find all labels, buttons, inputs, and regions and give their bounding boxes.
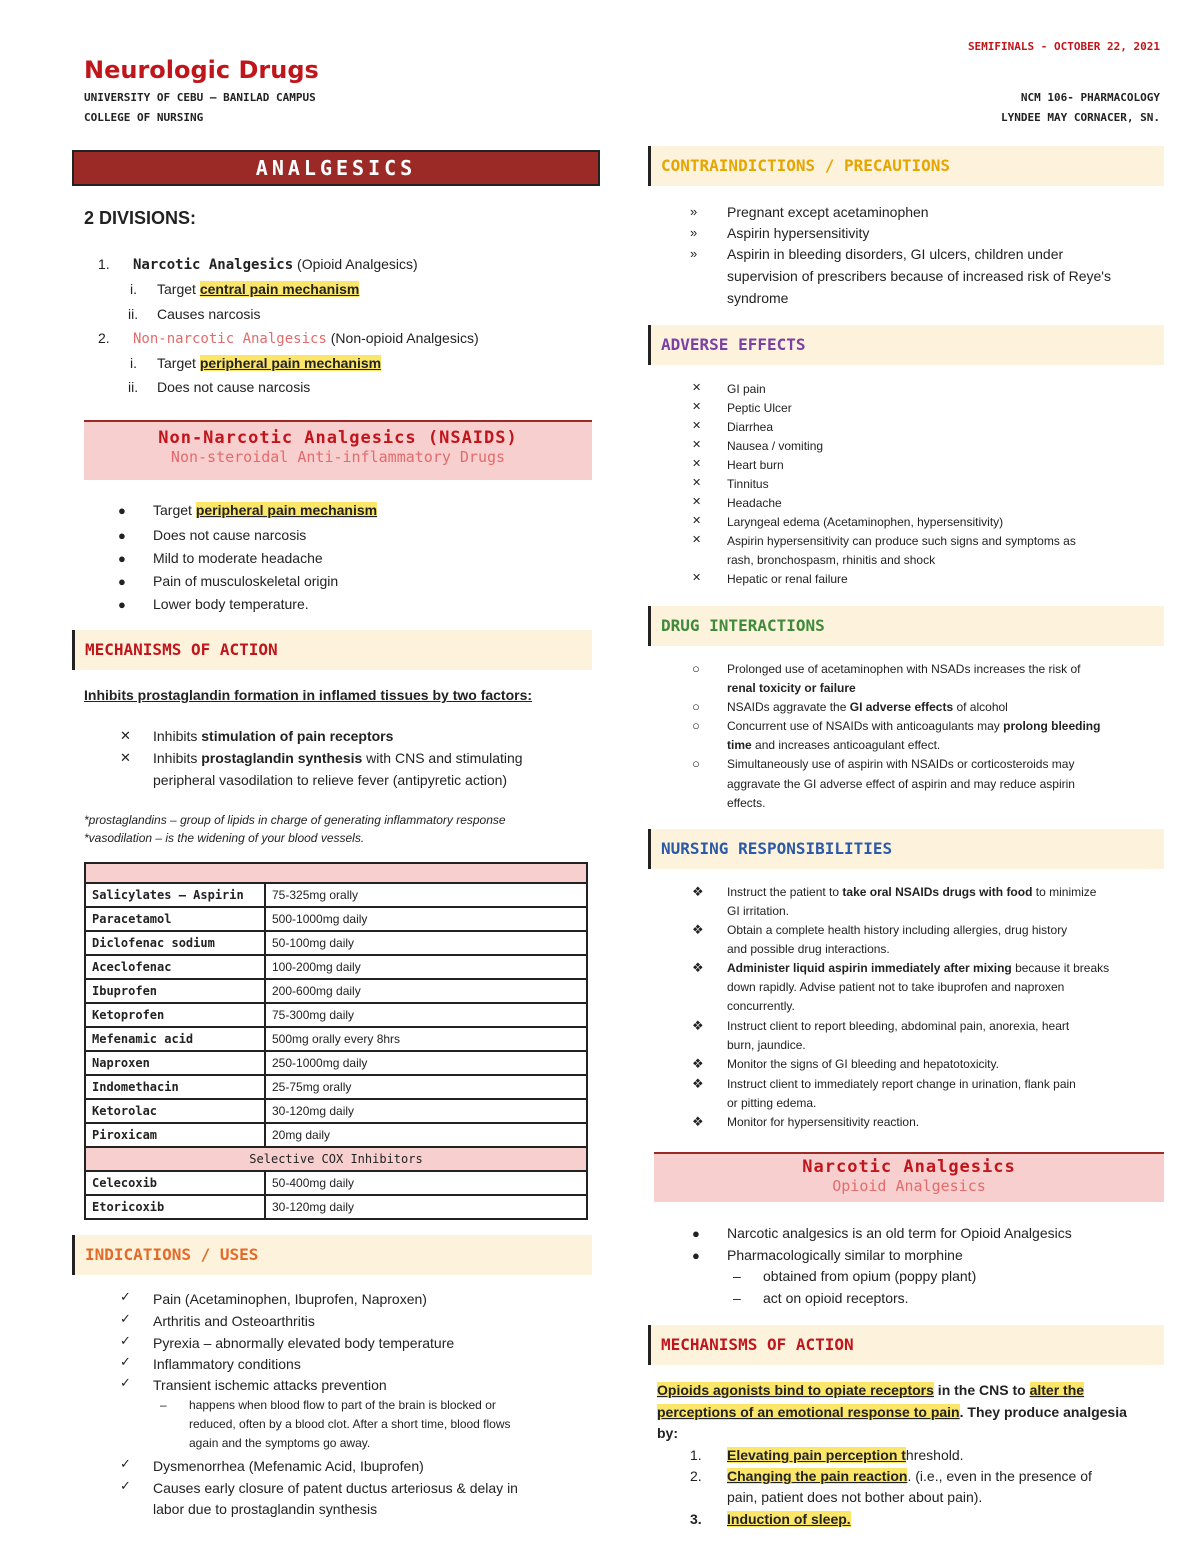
contra-1: Pregnant except acetaminophen bbox=[727, 204, 929, 220]
nsaid-bullet-5: Lower body temperature. bbox=[153, 596, 309, 612]
adverse-effect-item: Nausea / vomiting bbox=[727, 439, 824, 453]
nr-2: Obtain a complete health history including allergies, drug history bbox=[727, 923, 1068, 937]
nr-3-line2: down rapidly. Advise patient not to take ibuprofen and naproxen bbox=[727, 980, 1065, 994]
narc-moa-1-num: 1. bbox=[690, 1447, 702, 1463]
narc-moa-line3: by: bbox=[657, 1425, 678, 1441]
nsaid-bullet-3: Mild to moderate headache bbox=[153, 550, 323, 566]
table-row bbox=[85, 1075, 587, 1099]
narc-moa-2: Changing the pain reaction. (i.e., even in the presence of bbox=[727, 1468, 1092, 1484]
nr-4: Instruct client to report bleeding, abdominal pain, anorexia, heart bbox=[727, 1019, 1070, 1033]
x-mark-icon: ✕ bbox=[692, 420, 702, 432]
drug-name: Salicylates – Aspirin bbox=[85, 883, 265, 907]
di-1-line2: renal toxicity or failure bbox=[727, 681, 856, 695]
drug-interactions-heading: DRUG INTERACTIONS bbox=[648, 606, 1164, 646]
narc-moa-line1: Opioids agonists bind to opiate receptors in the CNS to alter the bbox=[657, 1382, 1085, 1398]
drug-dose: 250-1000mg daily bbox=[265, 1051, 587, 1075]
diamond-icon: ❖ bbox=[692, 1018, 704, 1033]
narc-2a: obtained from opium (poppy plant) bbox=[763, 1268, 977, 1284]
diamond-icon: ❖ bbox=[692, 922, 704, 937]
table-row bbox=[85, 1195, 587, 1219]
div1-num: 1. bbox=[98, 256, 110, 272]
table-row bbox=[85, 1051, 587, 1075]
drug-dose: 75-300mg daily bbox=[265, 1003, 587, 1027]
nr-7: Monitor for hypersensitivity reaction. bbox=[727, 1115, 920, 1129]
div2-num: 2. bbox=[98, 330, 110, 346]
di-3: Concurrent use of NSAIDs with anticoagulants may prolong bleeding bbox=[727, 719, 1101, 733]
table-row bbox=[85, 1027, 587, 1051]
di-4-line2: aggravate the GI adverse effect of aspirin and may reduce aspirin bbox=[727, 777, 1075, 791]
x-mark-icon: ✕ bbox=[120, 728, 131, 743]
x-mark-icon: ✕ bbox=[120, 750, 131, 765]
table-row bbox=[85, 1003, 587, 1027]
bullet-icon: ● bbox=[692, 1248, 700, 1263]
contra-2: Aspirin hypersensitivity bbox=[727, 225, 870, 241]
adverse-effect-item: Headache bbox=[727, 496, 782, 510]
dash-icon: – bbox=[733, 1268, 741, 1284]
circle-icon: ○ bbox=[692, 699, 700, 714]
division-1: Narcotic Analgesics (Opioid Analgesics) bbox=[133, 256, 418, 273]
ind-6: Dysmenorrhea (Mefenamic Acid, Ibuprofen) bbox=[153, 1458, 424, 1474]
drug-name: Etoricoxib bbox=[85, 1195, 265, 1219]
adverse-effect-item: Tinnitus bbox=[727, 477, 769, 491]
drug-dose: 25-75mg orally bbox=[265, 1075, 587, 1099]
nr-4-line2: burn, jaundice. bbox=[727, 1038, 806, 1052]
school-name: UNIVERSITY OF CEBU – BANILAD CAMPUS bbox=[84, 91, 316, 104]
contra-3: Aspirin in bleeding disorders, GI ulcers, children under bbox=[727, 246, 1064, 262]
chevron-icon: » bbox=[690, 225, 698, 240]
drug-name: Ibuprofen bbox=[85, 979, 265, 1003]
drug-name: Naproxen bbox=[85, 1051, 265, 1075]
table-row bbox=[85, 931, 587, 955]
drug-name: Mefenamic acid bbox=[85, 1027, 265, 1051]
table-row bbox=[85, 1171, 587, 1195]
div2-ii: Does not cause narcosis bbox=[157, 379, 311, 395]
diamond-icon: ❖ bbox=[692, 1076, 704, 1091]
check-icon: ✓ bbox=[120, 1354, 131, 1369]
x-mark-icon: ✕ bbox=[692, 382, 702, 394]
ind-5-sub2: reduced, often by a blood clot. After a short time, blood flows bbox=[189, 1417, 511, 1431]
nr-2-line2: and possible drug interactions. bbox=[727, 942, 890, 956]
div1-i-num: i. bbox=[130, 281, 137, 297]
drug-name: Aceclofenac bbox=[85, 955, 265, 979]
nr-5: Monitor the signs of GI bleeding and hepatotoxicity. bbox=[727, 1057, 999, 1071]
drug-name: Ketorolac bbox=[85, 1099, 265, 1123]
adverse-effects-heading: ADVERSE EFFECTS bbox=[648, 325, 1164, 365]
ind-3: Pyrexia – abnormally elevated body temperature bbox=[153, 1335, 455, 1351]
cox-header: Selective COX Inhibitors bbox=[85, 1147, 587, 1171]
drug-name: Diclofenac sodium bbox=[85, 931, 265, 955]
div1-i: Target central pain mechanism bbox=[157, 281, 360, 297]
circle-icon: ○ bbox=[692, 756, 700, 771]
bullet-icon: ● bbox=[118, 597, 126, 612]
adverse-effect-item: Heart burn bbox=[727, 458, 784, 472]
nsaid-bullet-4: Pain of musculoskeletal origin bbox=[153, 573, 339, 589]
ind-5-sub3: again and the symptoms go away. bbox=[189, 1436, 371, 1450]
document-title: Neurologic Drugs bbox=[84, 56, 319, 84]
di-2: NSAIDs aggravate the GI adverse effects of alcohol bbox=[727, 700, 1008, 714]
narc-moa-2-num: 2. bbox=[690, 1468, 702, 1484]
narcotic-box bbox=[654, 1152, 1164, 1202]
diamond-icon: ❖ bbox=[692, 960, 704, 975]
moa-item-2-line2: peripheral vasodilation to relieve fever (antipyretic action) bbox=[153, 772, 508, 788]
x-mark-icon: ✕ bbox=[692, 401, 702, 413]
diamond-icon: ❖ bbox=[692, 884, 704, 899]
college-name: COLLEGE OF NURSING bbox=[84, 111, 204, 124]
div2-i-num: i. bbox=[130, 355, 137, 371]
adverse-effect-item: GI pain bbox=[727, 382, 766, 396]
drug-dose: 30-120mg daily bbox=[265, 1099, 587, 1123]
moa-item-2: Inhibits prostaglandin synthesis with CNS and stimulating bbox=[153, 750, 523, 766]
drug-dose: 500mg orally every 8hrs bbox=[265, 1027, 587, 1051]
drug-name: Indomethacin bbox=[85, 1075, 265, 1099]
moa-item-1: Inhibits stimulation of pain receptors bbox=[153, 728, 394, 744]
dose-table bbox=[84, 862, 588, 1220]
ind-7: Causes early closure of patent ductus arteriosus & delay in bbox=[153, 1480, 518, 1496]
ind-4: Inflammatory conditions bbox=[153, 1356, 301, 1372]
dose-table-header-row bbox=[85, 863, 587, 883]
moa-intro: Inhibits prostaglandin formation in inflamed tissues by two factors: bbox=[84, 687, 533, 703]
exam-label: SEMIFINALS - OCTOBER 22, 2021 bbox=[967, 40, 1160, 53]
nr-1-line2: GI irritation. bbox=[727, 904, 790, 918]
bullet-icon: ● bbox=[118, 503, 126, 518]
narc-1: Narcotic analgesics is an old term for Opioid Analgesics bbox=[727, 1225, 1072, 1241]
moa-heading: MECHANISMS OF ACTION bbox=[72, 630, 592, 670]
adverse-effect-item: Diarrhea bbox=[727, 420, 774, 434]
cox-header-row bbox=[85, 1147, 587, 1171]
adverse-effect-item: rash, bronchospasm, rhinitis and shock bbox=[727, 553, 936, 567]
nsaid-title: Non-Narcotic Analgesics (NSAIDS) bbox=[158, 428, 518, 448]
check-icon: ✓ bbox=[120, 1289, 131, 1304]
check-icon: ✓ bbox=[120, 1333, 131, 1348]
di-4: Simultaneously use of aspirin with NSAIDs or corticosteroids may bbox=[727, 757, 1075, 771]
chevron-icon: » bbox=[690, 204, 698, 219]
narc-moa-heading: MECHANISMS OF ACTION bbox=[648, 1325, 1164, 1365]
check-icon: ✓ bbox=[120, 1311, 131, 1326]
nursing-responsibilities-heading: NURSING RESPONSIBILITIES bbox=[648, 829, 1164, 869]
nsaid-box bbox=[84, 420, 592, 480]
division-2: Non-narcotic Analgesics (Non-opioid Analgesics) bbox=[133, 330, 479, 347]
contraindications-heading: CONTRAINDICTIONS / PRECAUTIONS bbox=[648, 146, 1164, 186]
nsaid-subtitle: Non-steroidal Anti-inflammatory Drugs bbox=[170, 448, 506, 466]
bullet-icon: ● bbox=[118, 551, 126, 566]
narc-moa-3: Induction of sleep. bbox=[727, 1511, 851, 1527]
nr-6: Instruct client to immediately report change in urination, flank pain bbox=[727, 1077, 1076, 1091]
drug-name: Paracetamol bbox=[85, 907, 265, 931]
nr-6-line2: or pitting edema. bbox=[727, 1096, 817, 1110]
narc-moa-line2: perceptions of an emotional response to pain. They produce analgesia bbox=[657, 1404, 1127, 1420]
narcotic-subtitle: Opioid Analgesics bbox=[832, 1177, 986, 1195]
indications-heading: INDICATIONS / USES bbox=[72, 1235, 592, 1275]
circle-icon: ○ bbox=[692, 718, 700, 733]
div1-ii: Causes narcosis bbox=[157, 306, 261, 322]
drug-name: Celecoxib bbox=[85, 1171, 265, 1195]
dash-icon: – bbox=[160, 1398, 167, 1412]
bullet-icon: ● bbox=[118, 574, 126, 589]
narc-moa-2-line2: pain, patient does not bother about pain). bbox=[727, 1489, 983, 1505]
x-mark-icon: ✕ bbox=[692, 496, 702, 508]
nsaid-bullet-1: Target peripheral pain mechanism bbox=[153, 502, 378, 518]
nr-3: Administer liquid aspirin immediately after mixing because it breaks bbox=[727, 961, 1110, 975]
narc-moa-3-num: 3. bbox=[690, 1511, 702, 1527]
adverse-effect-item: Hepatic or renal failure bbox=[727, 572, 848, 586]
diamond-icon: ❖ bbox=[692, 1056, 704, 1071]
table-row bbox=[85, 883, 587, 907]
check-icon: ✓ bbox=[120, 1375, 131, 1390]
drug-dose: 20mg daily bbox=[265, 1123, 587, 1147]
div2-i: Target peripheral pain mechanism bbox=[157, 355, 382, 371]
circle-icon: ○ bbox=[692, 661, 700, 676]
di-4-line3: effects. bbox=[727, 796, 766, 810]
drug-dose: 75-325mg orally bbox=[265, 883, 587, 907]
x-mark-icon: ✕ bbox=[692, 439, 702, 451]
narcotic-title: Narcotic Analgesics bbox=[802, 1157, 1016, 1177]
bullet-icon: ● bbox=[118, 528, 126, 543]
drug-name: Ketoprofen bbox=[85, 1003, 265, 1027]
table-row bbox=[85, 907, 587, 931]
nr-1: Instruct the patient to take oral NSAIDs drugs with food to minimize bbox=[727, 885, 1097, 899]
x-mark-icon: ✕ bbox=[692, 572, 702, 584]
div1-ii-num: ii. bbox=[128, 306, 139, 322]
author-label: LYNDEE MAY CORNACER, SN. bbox=[1001, 111, 1160, 124]
diamond-icon: ❖ bbox=[692, 1114, 704, 1129]
contra-3-line3: syndrome bbox=[727, 290, 789, 306]
adverse-effect-item: Aspirin hypersensitivity can produce such signs and symptoms as bbox=[727, 534, 1076, 548]
di-1: Prolonged use of acetaminophen with NSADs increases the risk of bbox=[727, 662, 1081, 676]
nsaid-bullet-2: Does not cause narcosis bbox=[153, 527, 307, 543]
x-mark-icon: ✕ bbox=[692, 534, 702, 546]
adverse-effect-item: Peptic Ulcer bbox=[727, 401, 792, 415]
ind-5-sub1: happens when blood flow to part of the brain is blocked or bbox=[189, 1398, 496, 1412]
note-prostaglandins: *prostaglandins – group of lipids in charge of generating inflammatory response bbox=[84, 813, 506, 827]
x-mark-icon: ✕ bbox=[692, 515, 702, 527]
table-row bbox=[85, 955, 587, 979]
table-row bbox=[85, 979, 587, 1003]
analgesics-banner: ANALGESICS bbox=[72, 150, 600, 186]
divisions-title: 2 DIVISIONS: bbox=[84, 208, 197, 228]
check-icon: ✓ bbox=[120, 1478, 131, 1493]
contra-3-line2: supervision of prescribers because of increased risk of Reye's bbox=[727, 268, 1111, 284]
x-mark-icon: ✕ bbox=[692, 477, 702, 489]
check-icon: ✓ bbox=[120, 1456, 131, 1471]
bullet-icon: ● bbox=[692, 1226, 700, 1241]
di-3-line2: time and increases anticoagulant effect. bbox=[727, 738, 941, 752]
x-mark-icon: ✕ bbox=[692, 458, 702, 470]
drug-dose: 200-600mg daily bbox=[265, 979, 587, 1003]
ind-7-line2: labor due to prostaglandin synthesis bbox=[153, 1501, 378, 1517]
adverse-effect-item: Laryngeal edema (Acetaminophen, hypersensitivity) bbox=[727, 515, 1004, 529]
narc-moa-1: Elevating pain perception threshold. bbox=[727, 1447, 964, 1463]
course-label: NCM 106- PHARMACOLOGY bbox=[1020, 91, 1160, 104]
drug-dose: 50-100mg daily bbox=[265, 931, 587, 955]
drug-dose: 30-120mg daily bbox=[265, 1195, 587, 1219]
nr-3-line3: concurrently. bbox=[727, 999, 795, 1013]
ind-1: Pain (Acetaminophen, Ibuprofen, Naproxen) bbox=[153, 1291, 427, 1307]
drug-dose: 500-1000mg daily bbox=[265, 907, 587, 931]
drug-dose: 50-400mg daily bbox=[265, 1171, 587, 1195]
dash-icon: – bbox=[733, 1290, 741, 1306]
narc-2: Pharmacologically similar to morphine bbox=[727, 1247, 963, 1263]
table-row bbox=[85, 1123, 587, 1147]
ind-2: Arthritis and Osteoarthritis bbox=[153, 1313, 315, 1329]
chevron-icon: » bbox=[690, 246, 698, 261]
table-row bbox=[85, 1099, 587, 1123]
drug-name: Piroxicam bbox=[85, 1123, 265, 1147]
narc-2b: act on opioid receptors. bbox=[763, 1290, 909, 1306]
note-vasodilation: *vasodilation – is the widening of your blood vessels. bbox=[84, 831, 365, 845]
ind-5: Transient ischemic attacks prevention bbox=[153, 1377, 387, 1393]
drug-dose: 100-200mg daily bbox=[265, 955, 587, 979]
div2-ii-num: ii. bbox=[128, 379, 139, 395]
